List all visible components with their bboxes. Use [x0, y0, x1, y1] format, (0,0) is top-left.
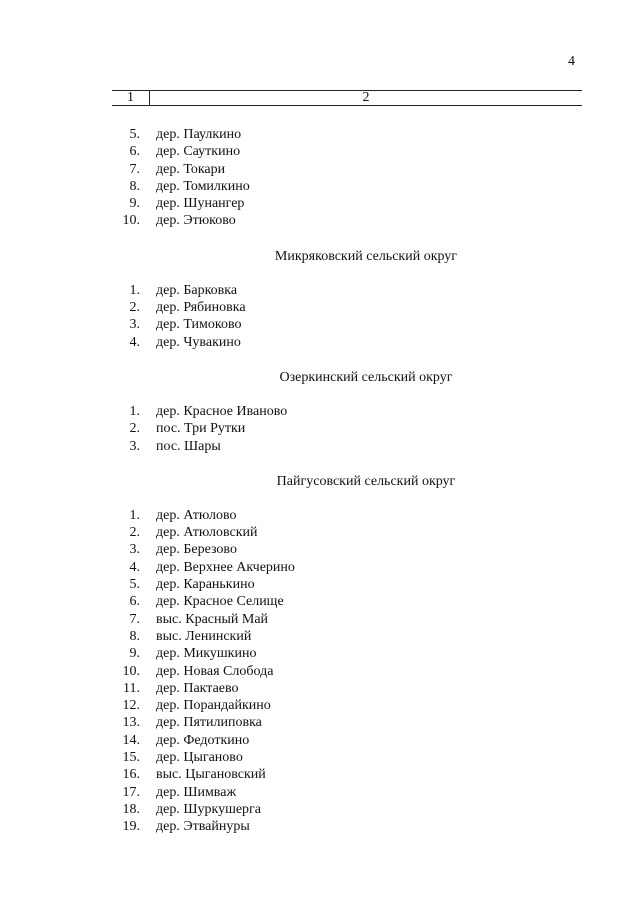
- list-item: [112, 143, 582, 160]
- list-item: [112, 801, 582, 818]
- settlement-name: дер. Сауткино: [156, 144, 241, 160]
- settlement-name: дер. Этюково: [156, 213, 236, 229]
- item-number: 4.: [129, 334, 140, 350]
- settlement-name: дер. Атюловский: [156, 525, 258, 541]
- list-item: [112, 178, 582, 195]
- list-item: [112, 784, 582, 801]
- list-item: [112, 334, 582, 351]
- list-item: [112, 714, 582, 731]
- settlement-name: дер. Пятилиповка: [156, 715, 262, 731]
- item-number: 10.: [122, 213, 140, 229]
- settlement-name: дер. Паулкино: [156, 127, 242, 142]
- list-item: [112, 680, 582, 697]
- list-item: [112, 749, 582, 766]
- settlement-name: дер. Порандайкино: [156, 698, 271, 714]
- item-number: 3.: [129, 542, 140, 558]
- section-list: [112, 403, 582, 455]
- item-number: 2.: [129, 525, 140, 541]
- list-item: [112, 611, 582, 628]
- list-item: [112, 195, 582, 212]
- district-section: [112, 369, 582, 455]
- settlement-name: дер. Томилкино: [156, 178, 250, 194]
- list-item: [112, 403, 582, 420]
- settlement-name: дер. Токари: [156, 161, 226, 177]
- item-number: 5.: [129, 577, 140, 593]
- settlement-name: дер. Красное Иваново: [156, 403, 288, 419]
- item-number: 1.: [129, 282, 140, 298]
- section-list: [112, 282, 582, 351]
- list-item: [112, 438, 582, 455]
- item-number: 15.: [122, 750, 140, 766]
- item-number: 4.: [129, 559, 140, 575]
- settlement-list-content: [112, 126, 582, 836]
- list-item: [112, 126, 582, 143]
- list-item: [112, 282, 582, 299]
- settlement-name: дер. Тимоково: [156, 317, 242, 333]
- item-number: 2.: [129, 300, 140, 316]
- settlement-name: дер. Верхнее Акчерино: [156, 559, 295, 575]
- list-item: [112, 663, 582, 680]
- settlement-name: пос. Шары: [156, 438, 221, 454]
- item-number: 13.: [122, 715, 140, 731]
- list-item: [112, 576, 582, 593]
- item-number: 10.: [122, 663, 140, 679]
- item-number: 9.: [129, 646, 140, 662]
- section-list: [112, 507, 582, 836]
- list-item: [112, 212, 582, 229]
- list-item: [112, 818, 582, 835]
- item-number: 6.: [129, 594, 140, 610]
- list-item: [112, 766, 582, 783]
- item-number: 16.: [122, 767, 140, 783]
- item-number: 1.: [129, 507, 140, 523]
- settlement-name: дер. Цыганово: [156, 750, 243, 766]
- settlement-name: дер. Чувакино: [156, 334, 241, 350]
- list-item: [112, 161, 582, 178]
- item-number: 11.: [123, 680, 140, 696]
- continued-list: [112, 126, 582, 230]
- item-number: 7.: [129, 611, 140, 627]
- item-number: 12.: [122, 698, 140, 714]
- settlement-name: дер. Шунангер: [156, 196, 245, 212]
- column-header-2: 2: [362, 90, 370, 105]
- item-number: 9.: [129, 196, 140, 212]
- item-number: 3.: [129, 317, 140, 333]
- section-title: Микряковский сельский округ: [274, 248, 458, 264]
- settlement-name: выс. Цыгановский: [156, 767, 266, 783]
- list-item: [112, 507, 582, 524]
- settlement-name: дер. Березово: [156, 542, 237, 558]
- item-number: 2.: [129, 421, 140, 437]
- item-number: 6.: [129, 144, 140, 160]
- settlement-name: дер. Красное Селище: [156, 594, 284, 610]
- list-item: [112, 593, 582, 610]
- item-number: 18.: [122, 801, 140, 817]
- settlement-name: дер. Этвайнуры: [156, 819, 250, 835]
- section-title: Озеркинский сельский округ: [279, 369, 453, 385]
- list-item: [112, 559, 582, 576]
- district-section: [112, 473, 582, 836]
- section-title: Пайгусовский сельский округ: [276, 473, 456, 489]
- item-number: 8.: [129, 178, 140, 194]
- item-number: 8.: [129, 628, 140, 644]
- item-number: 5.: [129, 127, 140, 142]
- list-item: [112, 299, 582, 316]
- list-item: [112, 697, 582, 714]
- settlement-name: дер. Каранькино: [156, 577, 255, 593]
- settlement-name: дер. Федоткино: [156, 732, 250, 748]
- settlement-name: дер. Новая Слобода: [156, 663, 274, 679]
- settlement-name: выс. Красный Май: [156, 611, 269, 627]
- list-item: [112, 524, 582, 541]
- settlement-name: дер. Пактаево: [156, 680, 239, 696]
- column-header-1: 1: [112, 91, 150, 105]
- district-section: [112, 248, 582, 351]
- settlement-name: дер. Шимваж: [156, 784, 237, 800]
- item-number: 17.: [122, 784, 140, 800]
- table-header-row: [112, 90, 582, 106]
- item-number: 19.: [122, 819, 140, 835]
- item-number: 3.: [129, 438, 140, 454]
- item-number: 1.: [129, 403, 140, 419]
- list-item: [112, 316, 582, 333]
- settlement-name: выс. Ленинский: [156, 628, 252, 644]
- page-number: 4: [568, 54, 575, 69]
- settlement-name: дер. Рябиновка: [156, 300, 246, 316]
- settlement-name: пос. Три Рутки: [156, 421, 246, 437]
- settlement-name: дер. Атюлово: [156, 507, 237, 523]
- item-number: 7.: [129, 161, 140, 177]
- list-item: [112, 628, 582, 645]
- settlement-name: дер. Барковка: [156, 282, 238, 298]
- settlement-name: дер. Микушкино: [156, 646, 257, 662]
- list-item: [112, 732, 582, 749]
- item-number: 14.: [122, 732, 140, 748]
- sections-container: [112, 248, 582, 836]
- list-item: [112, 420, 582, 437]
- list-item: [112, 645, 582, 662]
- settlement-name: дер. Шуркушерга: [156, 801, 262, 817]
- list-item: [112, 541, 582, 558]
